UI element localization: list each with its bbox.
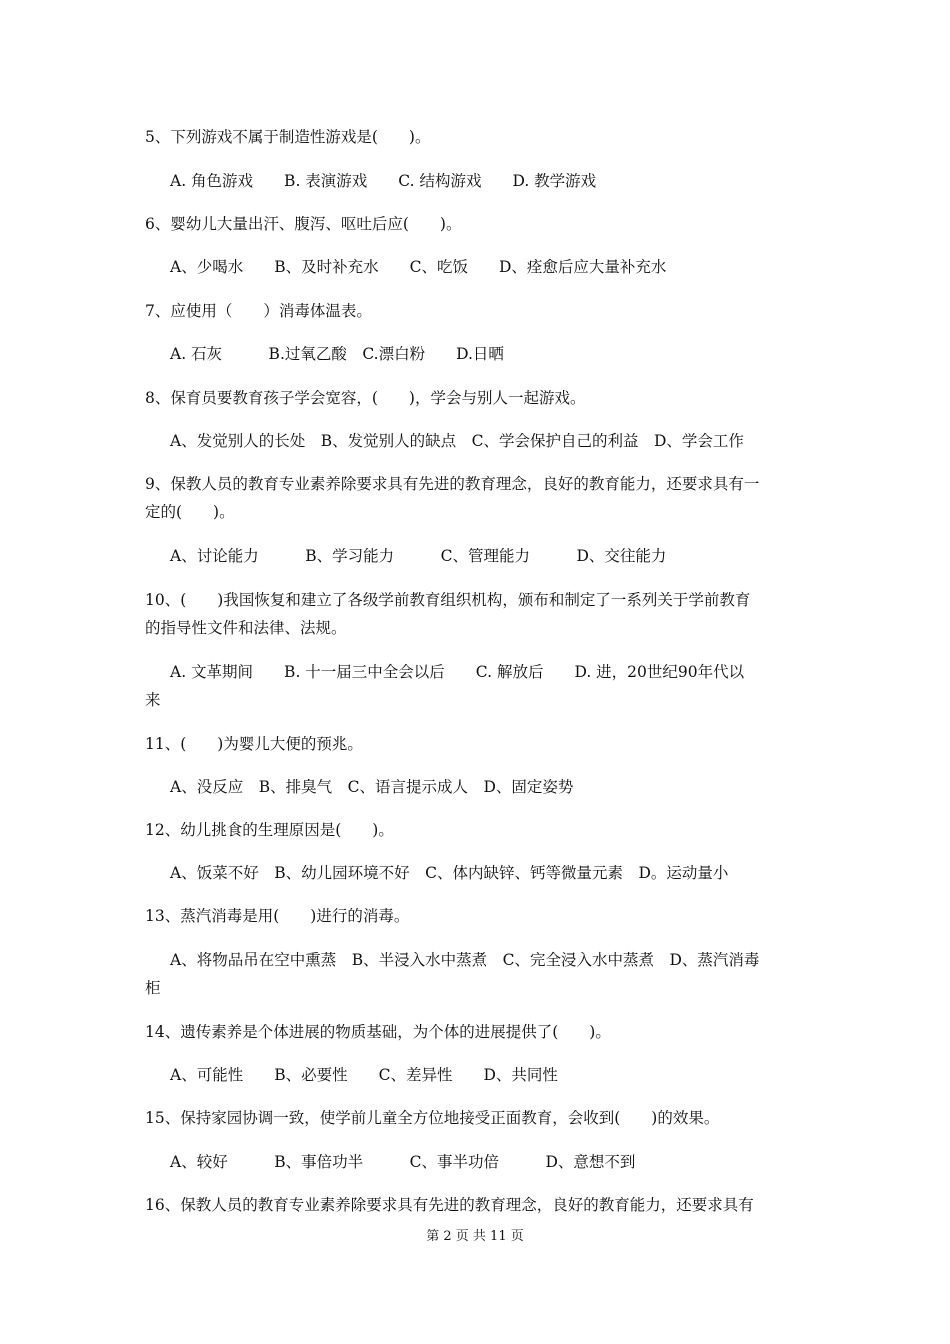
- question-13: 13、蒸汽消毒是用( )进行的消毒。: [145, 907, 410, 925]
- options-8: A、发觉别人的长处 B、发觉别人的缺点 C、学会保护自己的利益 D、学会工作: [170, 432, 744, 450]
- question-6: 6、婴幼儿大量出汗、腹泻、呕吐后应( )。: [145, 215, 462, 233]
- page-footer: 第 2 页 共 11 页: [426, 1229, 524, 1244]
- question-12: 12、幼儿挑食的生理原因是( )。: [145, 821, 394, 839]
- question-10-cont: 的指导性文件和法律、法规。: [145, 619, 347, 637]
- options-6: A、少喝水 B、及时补充水 C、吃饭 D、痊愈后应大量补充水: [170, 258, 667, 276]
- options-7: A. 石灰 B.过氧乙酸 C.漂白粉 D.日晒: [170, 345, 504, 363]
- options-14: A、可能性 B、必要性 C、差异性 D、共同性: [170, 1066, 558, 1084]
- question-11: 11、( )为婴儿大便的预兆。: [145, 735, 363, 753]
- question-5: 5、下列游戏不属于制造性游戏是( )。: [145, 128, 431, 146]
- options-11: A、没反应 B、排臭气 C、语言提示成人 D、固定姿势: [170, 778, 574, 796]
- options-13-cont: 柜: [145, 979, 161, 997]
- options-9: A、讨论能力 B、学习能力 C、管理能力 D、交往能力: [170, 547, 667, 565]
- options-10-cont: 来: [145, 691, 161, 709]
- options-15: A、较好 B、事倍功半 C、事半功倍 D、意想不到: [170, 1153, 636, 1171]
- options-13: A、将物品吊在空中熏蒸 B、半浸入水中蒸煮 C、完全浸入水中蒸煮 D、蒸汽消毒: [170, 951, 760, 969]
- options-12: A、饭菜不好 B、幼儿园环境不好 C、体内缺锌、钙等微量元素 D。运动量小: [170, 864, 729, 882]
- question-7: 7、应使用（ ）消毒体温表。: [145, 302, 372, 320]
- options-5: A. 角色游戏 B. 表演游戏 C. 结构游戏 D. 教学游戏: [170, 172, 597, 190]
- question-8: 8、保育员要教育孩子学会宽容，( )，学会与别人一起游戏。: [145, 389, 586, 407]
- question-9-cont: 定的( )。: [145, 503, 235, 521]
- question-10: 10、( )我国恢复和建立了各级学前教育组织机构，颁布和制定了一系列关于学前教育: [145, 591, 751, 609]
- question-16: 16、保教人员的教育专业素养除要求具有先进的教育理念，良好的教育能力，还要求具有: [145, 1196, 754, 1214]
- question-15: 15、保持家园协调一致，使学前儿童全方位地接受正面教育，会收到( )的效果。: [145, 1109, 720, 1127]
- options-10: A. 文革期间 B. 十一届三中全会以后 C. 解放后 D. 进，20世纪90年代以: [170, 663, 745, 681]
- question-14: 14、遗传素养是个体进展的物质基础，为个体的进展提供了( )。: [145, 1023, 611, 1041]
- question-9: 9、保教人员的教育专业素养除要求具有先进的教育理念，良好的教育能力，还要求具有一: [145, 475, 760, 493]
